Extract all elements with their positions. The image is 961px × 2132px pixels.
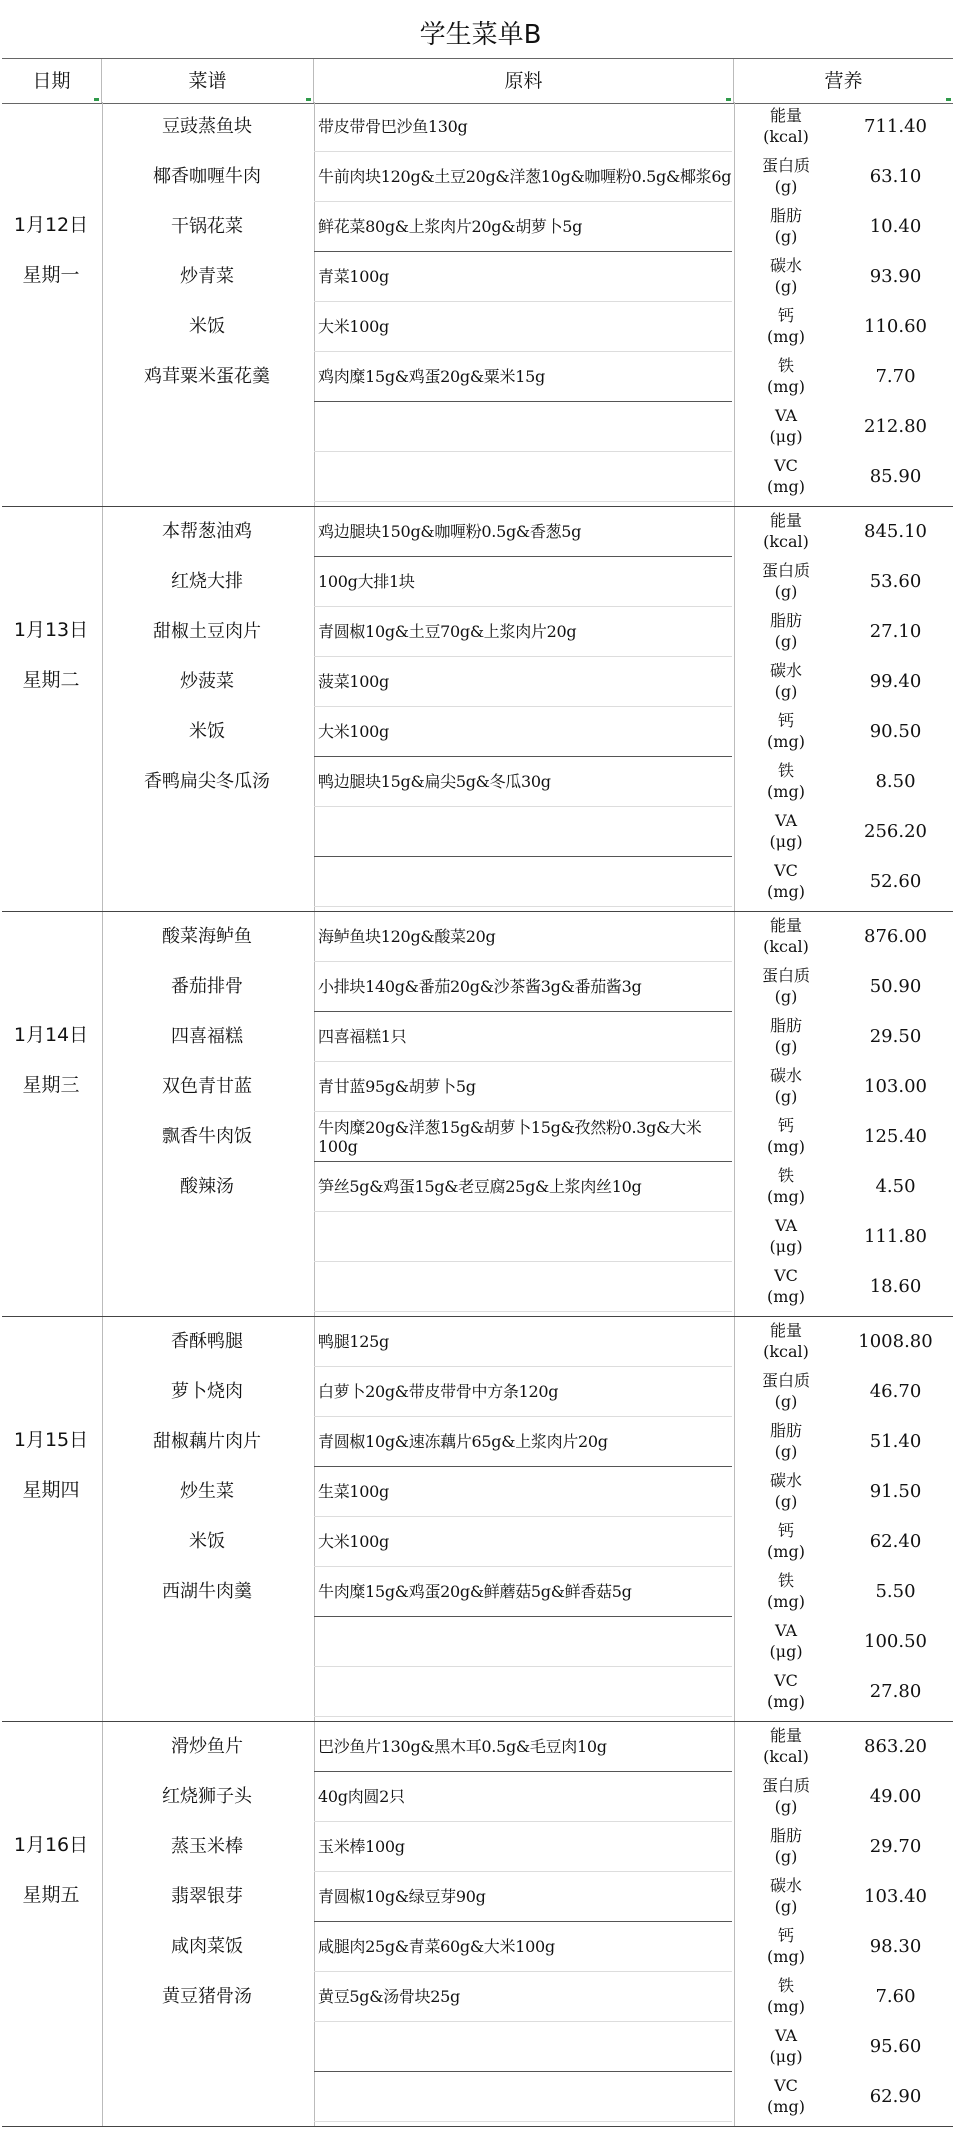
- filter-icon[interactable]: [94, 98, 99, 101]
- dish-cell: 鸡茸粟米蛋花羹: [144, 366, 270, 387]
- nutrient-unit: (mg): [767, 1187, 805, 1206]
- nutrient-name: VC: [774, 1671, 798, 1690]
- date-cell: 1月15日: [13, 1429, 89, 1451]
- header-ingredients[interactable]: [314, 59, 734, 103]
- nutrient-label: [734, 1772, 838, 1822]
- nutrient-value: 52.60: [869, 871, 922, 892]
- ingredients-cell: 牛肉糜20g&洋葱15g&胡萝卜15g&孜然粉0.3g&大米100g: [314, 1112, 732, 1162]
- nutrient-name: 能量: [769, 106, 802, 125]
- weekday-cell: 星期五: [22, 1884, 80, 1906]
- day-block: [2, 507, 953, 912]
- ingredients-cell: 白萝卜20g&带皮带骨中方条120g: [314, 1367, 732, 1417]
- nutrient-unit: (g): [774, 987, 798, 1006]
- weekday-cell: 星期一: [22, 264, 80, 286]
- nutrient-name: 蛋白质: [761, 1371, 810, 1390]
- date-cell: 1月16日: [13, 1834, 89, 1856]
- ingredients-cell: 鸡肉糜15g&鸡蛋20g&粟米15g: [314, 352, 732, 402]
- nutrient-label: [734, 657, 838, 707]
- ingredients-cell: [314, 1262, 732, 1312]
- day-block: [2, 102, 953, 507]
- nutrient-unit: (kcal): [763, 1747, 809, 1766]
- nutrient-value: 876.00: [864, 926, 927, 947]
- nutrient-unit: (g): [774, 1847, 798, 1866]
- nutrient-label: [734, 1822, 838, 1872]
- header-menu-label: 菜谱: [188, 70, 227, 92]
- dish-cell: 蒸玉米棒: [171, 1836, 243, 1857]
- nutrient-label: [734, 507, 838, 557]
- ingredients-cell: 巴沙鱼片130g&黑木耳0.5g&毛豆肉10g: [314, 1722, 732, 1772]
- nutrient-name: 脂肪: [769, 1826, 802, 1845]
- nutrient-label: [734, 352, 838, 402]
- dish-cell: 酸菜海鲈鱼: [162, 926, 252, 947]
- nutrient-unit: (μg): [769, 2047, 803, 2066]
- nutrient-label: [734, 1367, 838, 1417]
- nutrient-label: [734, 1062, 838, 1112]
- ingredients-cell: 青菜100g: [314, 252, 732, 302]
- nutrient-label: [734, 1467, 838, 1517]
- nutrient-unit: (mg): [767, 1542, 805, 1561]
- nutrient-unit: (g): [774, 682, 798, 701]
- dish-cell: 番茄排骨: [171, 976, 243, 997]
- nutrient-name: 能量: [769, 511, 802, 530]
- ingredients-cell: 青圆椒10g&速冻藕片65g&上浆肉片20g: [314, 1417, 732, 1467]
- dish-cell: 干锅花菜: [171, 216, 243, 237]
- nutrient-value: 711.40: [864, 116, 927, 137]
- ingredients-cell: 牛前肉块120g&土豆20g&洋葱10g&咖喱粉0.5g&椰浆6g: [314, 152, 732, 202]
- ingredients-cell: 40g肉圆2只: [314, 1772, 732, 1822]
- nutrient-label: [734, 962, 838, 1012]
- ingredients-cell: 玉米棒100g: [314, 1822, 732, 1872]
- nutrient-name: 钙: [777, 306, 794, 325]
- header-date-label: 日期: [32, 70, 71, 92]
- nutrient-name: 铁: [777, 1976, 794, 1995]
- ingredients-cell: [314, 2072, 732, 2122]
- nutrient-name: 钙: [777, 1521, 794, 1540]
- nutrient-unit: (g): [774, 1492, 798, 1511]
- nutrient-value: 212.80: [864, 416, 927, 437]
- ingredients-cell: [314, 402, 732, 452]
- nutrient-value: 10.40: [869, 216, 922, 237]
- nutrient-value: 5.50: [875, 1581, 916, 1602]
- nutrient-value: 90.50: [869, 721, 922, 742]
- weekday-cell: 星期三: [22, 1074, 80, 1096]
- dish-cell: 红烧狮子头: [162, 1786, 252, 1807]
- nutrient-value: 125.40: [864, 1126, 927, 1147]
- nutrient-value: 29.50: [869, 1026, 922, 1047]
- nutrient-value: 110.60: [864, 316, 927, 337]
- ingredients-cell: 黄豆5g&汤骨块25g: [314, 1972, 732, 2022]
- nutrient-unit: (g): [774, 1797, 798, 1816]
- dish-cell: 飘香牛肉饭: [162, 1126, 252, 1147]
- nutrient-unit: (μg): [769, 832, 803, 851]
- nutrient-value: 103.00: [864, 1076, 927, 1097]
- ingredients-cell: 牛肉糜15g&鸡蛋20g&鲜蘑菇5g&鲜香菇5g: [314, 1567, 732, 1617]
- nutrient-value: 91.50: [869, 1481, 922, 1502]
- nutrient-unit: (kcal): [763, 1342, 809, 1361]
- ingredients-cell: 笋丝5g&鸡蛋15g&老豆腐25g&上浆肉丝10g: [314, 1162, 732, 1212]
- dish-cell: 西湖牛肉羹: [162, 1581, 252, 1602]
- nutrient-name: VA: [774, 2026, 798, 2045]
- nutrient-unit: (mg): [767, 1137, 805, 1156]
- nutrient-label: [734, 1617, 838, 1667]
- nutrient-label: [734, 1212, 838, 1262]
- ingredients-cell: [314, 1667, 732, 1717]
- nutrient-unit: (μg): [769, 1237, 803, 1256]
- nutrient-value: 845.10: [864, 521, 927, 542]
- nutrient-unit: (g): [774, 582, 798, 601]
- weekday-cell: 星期四: [22, 1479, 80, 1501]
- ingredients-cell: 四喜福糕1只: [314, 1012, 732, 1062]
- nutrient-value: 29.70: [869, 1836, 922, 1857]
- nutrient-value: 50.90: [869, 976, 922, 997]
- day-block: [2, 912, 953, 1317]
- nutrient-name: 碳水: [769, 661, 802, 680]
- nutrient-unit: (mg): [767, 477, 805, 496]
- dish-cell: 翡翠银芽: [171, 1886, 243, 1907]
- nutrient-value: 62.40: [869, 1531, 922, 1552]
- nutrient-name: 碳水: [769, 1876, 802, 1895]
- table-header: [2, 58, 953, 104]
- page-title: 学生菜单B: [419, 20, 542, 50]
- nutrient-label: [734, 1872, 838, 1922]
- nutrient-label: [734, 252, 838, 302]
- nutrient-label: [734, 402, 838, 452]
- nutrient-value: 46.70: [869, 1381, 922, 1402]
- nutrient-value: 100.50: [864, 1631, 927, 1652]
- nutrient-name: 铁: [777, 1571, 794, 1590]
- date-cell: 1月14日: [13, 1024, 89, 1046]
- nutrient-unit: (mg): [767, 1592, 805, 1611]
- nutrient-value: 111.80: [864, 1226, 927, 1247]
- nutrient-label: [734, 757, 838, 807]
- nutrient-unit: (mg): [767, 377, 805, 396]
- ingredients-cell: 鸭腿125g: [314, 1317, 732, 1367]
- nutrient-unit: (g): [774, 1392, 798, 1411]
- nutrient-unit: (mg): [767, 1287, 805, 1306]
- nutrient-name: 蛋白质: [761, 1776, 810, 1795]
- ingredients-cell: [314, 857, 732, 907]
- ingredients-cell: 带皮带骨巴沙鱼130g: [314, 102, 732, 152]
- nutrient-unit: (g): [774, 632, 798, 651]
- dish-cell: 甜椒土豆肉片: [153, 621, 261, 642]
- nutrient-unit: (kcal): [763, 127, 809, 146]
- dish-cell: 本帮葱油鸡: [162, 521, 252, 542]
- nutrient-label: [734, 1517, 838, 1567]
- ingredients-cell: 生菜100g: [314, 1467, 732, 1517]
- dish-cell: 米饭: [189, 1531, 225, 1552]
- nutrient-name: 脂肪: [769, 611, 802, 630]
- date-cell: 1月13日: [13, 619, 89, 641]
- nutrient-unit: (kcal): [763, 937, 809, 956]
- dish-cell: 酸辣汤: [180, 1176, 234, 1197]
- nutrient-unit: (g): [774, 227, 798, 246]
- nutrient-label: [734, 452, 838, 502]
- nutrient-name: 钙: [777, 1926, 794, 1945]
- nutrient-unit: (mg): [767, 2097, 805, 2116]
- nutrient-value: 99.40: [869, 671, 922, 692]
- nutrient-name: 铁: [777, 1166, 794, 1185]
- header-ingredients-label: 原料: [504, 70, 543, 92]
- nutrient-name: VA: [774, 811, 798, 830]
- nutrient-label: [734, 912, 838, 962]
- nutrient-value: 1008.80: [858, 1331, 933, 1352]
- ingredients-cell: [314, 1212, 732, 1262]
- nutrient-name: 能量: [769, 1726, 802, 1745]
- ingredients-cell: 青圆椒10g&土豆70g&上浆肉片20g: [314, 607, 732, 657]
- dish-cell: 萝卜烧肉: [171, 1381, 243, 1402]
- ingredients-cell: 鲜花菜80g&上浆肉片20g&胡萝卜5g: [314, 202, 732, 252]
- nutrient-name: 碳水: [769, 256, 802, 275]
- ingredients-cell: 咸腿肉25g&青菜60g&大米100g: [314, 1922, 732, 1972]
- nutrient-label: [734, 857, 838, 907]
- header-date[interactable]: [2, 59, 102, 103]
- nutrient-label: [734, 152, 838, 202]
- header-nutrition-label: 营养: [824, 70, 863, 92]
- nutrient-value: 62.90: [869, 2086, 922, 2107]
- dish-cell: 甜椒藕片肉片: [153, 1431, 261, 1452]
- ingredients-cell: 小排块140g&番茄20g&沙茶酱3g&番茄酱3g: [314, 962, 732, 1012]
- ingredients-cell: 菠菜100g: [314, 657, 732, 707]
- nutrient-name: 脂肪: [769, 1421, 802, 1440]
- nutrient-value: 7.60: [875, 1986, 916, 2007]
- dish-cell: 咸肉菜饭: [171, 1936, 243, 1957]
- ingredients-cell: [314, 2022, 732, 2072]
- dish-cell: 椰香咖喱牛肉: [153, 166, 261, 187]
- nutrient-name: 钙: [777, 1116, 794, 1135]
- nutrient-label: [734, 102, 838, 152]
- nutrient-label: [734, 607, 838, 657]
- nutrient-label: [734, 2022, 838, 2072]
- nutrient-name: VC: [774, 456, 798, 475]
- nutrient-unit: (g): [774, 1897, 798, 1916]
- nutrient-label: [734, 1012, 838, 1062]
- nutrient-label: [734, 707, 838, 757]
- nutrient-value: 53.60: [869, 571, 922, 592]
- filter-icon[interactable]: [306, 98, 311, 101]
- ingredients-cell: 鸭边腿块15g&扁尖5g&冬瓜30g: [314, 757, 732, 807]
- nutrient-value: 85.90: [869, 466, 922, 487]
- nutrient-unit: (g): [774, 177, 798, 196]
- nutrient-name: VA: [774, 1216, 798, 1235]
- dish-cell: 双色青甘蓝: [162, 1076, 252, 1097]
- dish-cell: 米饭: [189, 721, 225, 742]
- dish-cell: 黄豆猪骨汤: [162, 1986, 252, 2007]
- nutrient-name: VC: [774, 861, 798, 880]
- nutrient-label: [734, 807, 838, 857]
- date-cell: 1月12日: [13, 214, 89, 236]
- nutrient-value: 98.30: [869, 1936, 922, 1957]
- nutrient-label: [734, 202, 838, 252]
- nutrient-value: 93.90: [869, 266, 922, 287]
- filter-icon[interactable]: [946, 98, 951, 101]
- nutrient-label: [734, 1417, 838, 1467]
- nutrient-name: 脂肪: [769, 1016, 802, 1035]
- dish-cell: 米饭: [189, 316, 225, 337]
- ingredients-cell: 100g大排1块: [314, 557, 732, 607]
- nutrient-unit: (kcal): [763, 532, 809, 551]
- ingredients-cell: 大米100g: [314, 1517, 732, 1567]
- ingredients-cell: 青圆椒10g&绿豆芽90g: [314, 1872, 732, 1922]
- ingredients-cell: 大米100g: [314, 707, 732, 757]
- nutrient-unit: (g): [774, 277, 798, 296]
- dish-cell: 四喜福糕: [171, 1026, 243, 1047]
- dish-cell: 滑炒鱼片: [171, 1736, 243, 1757]
- dish-cell: 红烧大排: [171, 571, 243, 592]
- nutrient-unit: (μg): [769, 427, 803, 446]
- nutrient-label: [734, 1317, 838, 1367]
- nutrient-name: 钙: [777, 711, 794, 730]
- dish-cell: 炒生菜: [180, 1481, 234, 1502]
- weekday-cell: 星期二: [22, 669, 80, 691]
- nutrient-unit: (g): [774, 1442, 798, 1461]
- nutrient-value: 27.10: [869, 621, 922, 642]
- nutrient-value: 49.00: [869, 1786, 922, 1807]
- nutrient-name: 脂肪: [769, 206, 802, 225]
- nutrient-value: 863.20: [864, 1736, 927, 1757]
- nutrient-label: [734, 1567, 838, 1617]
- day-block: [2, 1317, 953, 1722]
- nutrient-name: 蛋白质: [761, 156, 810, 175]
- ingredients-cell: [314, 1617, 732, 1667]
- nutrient-label: [734, 1667, 838, 1717]
- nutrient-name: VA: [774, 406, 798, 425]
- nutrient-unit: (mg): [767, 1997, 805, 2016]
- nutrient-name: 蛋白质: [761, 561, 810, 580]
- nutrient-unit: (mg): [767, 782, 805, 801]
- ingredients-cell: [314, 807, 732, 857]
- nutrient-unit: (g): [774, 1037, 798, 1056]
- nutrient-name: 碳水: [769, 1471, 802, 1490]
- nutrient-label: [734, 1262, 838, 1312]
- nutrient-value: 27.80: [869, 1681, 922, 1702]
- nutrient-unit: (mg): [767, 1692, 805, 1711]
- nutrient-label: [734, 1162, 838, 1212]
- ingredients-cell: 海鲈鱼块120g&酸菜20g: [314, 912, 732, 962]
- nutrient-value: 256.20: [864, 821, 927, 842]
- ingredients-cell: 鸡边腿块150g&咖喱粉0.5g&香葱5g: [314, 507, 732, 557]
- nutrient-value: 7.70: [875, 366, 916, 387]
- nutrient-name: VA: [774, 1621, 798, 1640]
- nutrient-name: 能量: [769, 916, 802, 935]
- day-block: [2, 1722, 953, 2127]
- nutrient-value: 18.60: [869, 1276, 922, 1297]
- nutrient-unit: (mg): [767, 732, 805, 751]
- nutrient-name: 铁: [777, 761, 794, 780]
- nutrient-value: 103.40: [864, 1886, 927, 1907]
- nutrient-label: [734, 1972, 838, 2022]
- nutrient-unit: (mg): [767, 1947, 805, 1966]
- dish-cell: 炒菠菜: [180, 671, 234, 692]
- nutrient-unit: (mg): [767, 327, 805, 346]
- ingredients-cell: [314, 452, 732, 502]
- nutrient-label: [734, 302, 838, 352]
- nutrient-label: [734, 557, 838, 607]
- dish-cell: 香酥鸭腿: [171, 1331, 243, 1352]
- nutrient-value: 51.40: [869, 1431, 922, 1452]
- filter-icon[interactable]: [726, 98, 731, 101]
- nutrient-value: 63.10: [869, 166, 922, 187]
- ingredients-cell: 大米100g: [314, 302, 732, 352]
- dish-cell: 炒青菜: [180, 266, 234, 287]
- nutrient-name: 碳水: [769, 1066, 802, 1085]
- nutrient-name: 蛋白质: [761, 966, 810, 985]
- nutrient-name: 铁: [777, 356, 794, 375]
- nutrient-label: [734, 1922, 838, 1972]
- nutrient-label: [734, 1722, 838, 1772]
- nutrient-label: [734, 1112, 838, 1162]
- header-menu[interactable]: [102, 59, 314, 103]
- nutrient-unit: (μg): [769, 1642, 803, 1661]
- nutrient-unit: (g): [774, 1087, 798, 1106]
- header-nutrition[interactable]: [734, 59, 953, 103]
- nutrient-value: 8.50: [875, 771, 916, 792]
- nutrient-value: 95.60: [869, 2036, 922, 2057]
- dish-cell: 豆豉蒸鱼块: [162, 116, 252, 137]
- nutrient-label: [734, 2072, 838, 2122]
- nutrient-name: VC: [774, 1266, 798, 1285]
- nutrient-name: 能量: [769, 1321, 802, 1340]
- nutrient-unit: (mg): [767, 882, 805, 901]
- dish-cell: 香鸭扁尖冬瓜汤: [144, 771, 270, 792]
- nutrient-value: 4.50: [875, 1176, 916, 1197]
- nutrient-name: VC: [774, 2076, 798, 2095]
- ingredients-cell: 青甘蓝95g&胡萝卜5g: [314, 1062, 732, 1112]
